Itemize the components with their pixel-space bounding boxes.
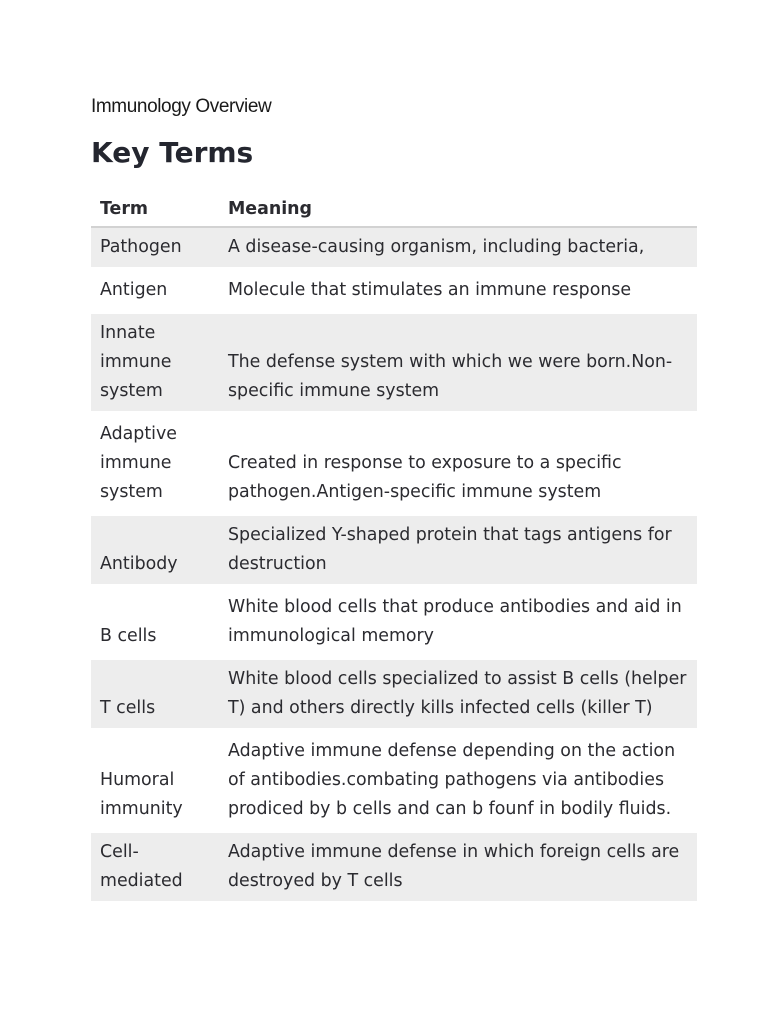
table-header-row	[91, 193, 697, 227]
term-cell: Adaptive immune system	[91, 413, 219, 514]
term-cell: Humoral immunity	[91, 730, 219, 831]
term-cell: Pathogen	[91, 227, 219, 269]
document-subtitle: Immunology Overview	[91, 96, 272, 117]
table-row	[91, 227, 697, 269]
column-header-meaning: Meaning	[219, 193, 697, 227]
page-title: Key Terms	[91, 136, 254, 169]
meaning-cell: Molecule that stimulates an immune response	[219, 269, 697, 312]
table-row	[91, 658, 697, 730]
meaning-cell: White blood cells specialized to assist B cells (helper T) and others directly kills infected cells (killer T)	[219, 658, 697, 730]
meaning-cell: Created in response to exposure to a specific pathogen.Antigen-specific immune system	[219, 413, 697, 514]
table-row	[91, 413, 697, 514]
term-cell: B cells	[91, 586, 219, 658]
term-cell: Antibody	[91, 514, 219, 586]
table-row	[91, 831, 697, 903]
table-row	[91, 514, 697, 586]
term-cell: T cells	[91, 658, 219, 730]
table-row	[91, 586, 697, 658]
term-cell: Innate immune system	[91, 312, 219, 413]
meaning-cell: Specialized Y-shaped protein that tags antigens for destruction	[219, 514, 697, 586]
document-page	[91, 94, 697, 905]
meaning-cell: The defense system with which we were born.Non-specific immune system	[219, 312, 697, 413]
term-cell: Cell-mediated	[91, 831, 219, 903]
table-row	[91, 269, 697, 312]
term-cell: Antigen	[91, 269, 219, 312]
table-row	[91, 312, 697, 413]
key-terms-table	[91, 193, 697, 905]
meaning-cell: A disease-causing organism, including bacteria,	[219, 227, 697, 269]
meaning-cell: White blood cells that produce antibodies and aid in immunological memory	[219, 586, 697, 658]
table-row	[91, 730, 697, 831]
column-header-term: Term	[91, 193, 219, 227]
meaning-cell: Adaptive immune defense in which foreign cells are destroyed by T cells	[219, 831, 697, 903]
meaning-cell: Adaptive immune defense depending on the action of antibodies.combating pathogens via antibodies prodiced by b cells and can b founf in bodily fluids.	[219, 730, 697, 831]
